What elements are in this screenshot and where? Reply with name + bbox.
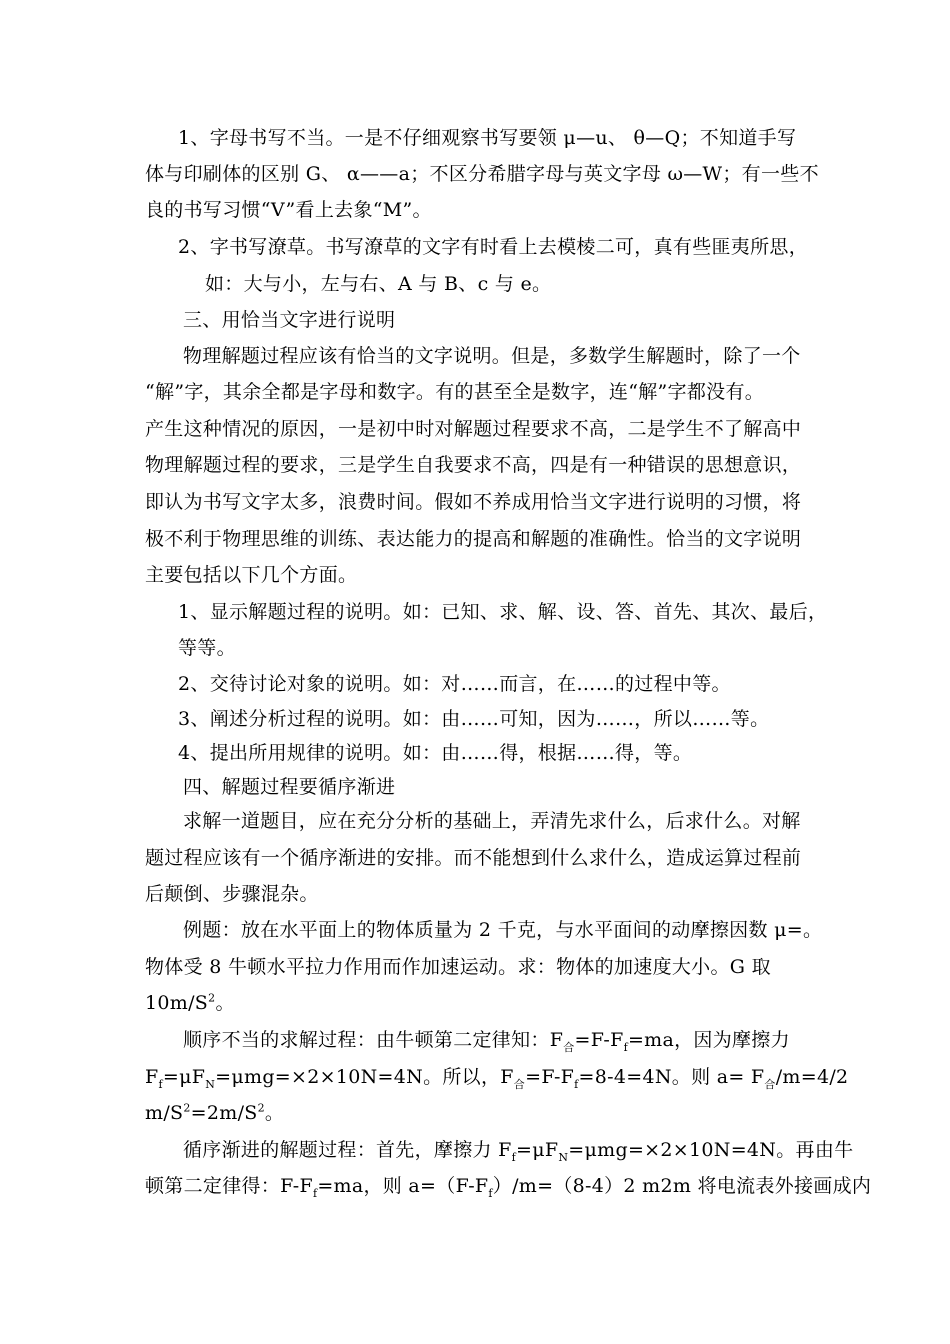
text-line-3: 良的书写习惯“V”看上去象“M”。 [145, 199, 432, 221]
section-heading-3: 三、用恰当文字进行说明 [183, 309, 396, 331]
text-run: F [145, 1066, 159, 1088]
text-line-5: 如：大与小，左与右、A 与 B、c 与 e。 [205, 273, 552, 295]
text-run: =μmg=×2×10N=4N。所以，F [215, 1066, 514, 1088]
wrong-process-line-3 [145, 1101, 284, 1125]
text-line-9: 产生这种情况的原因，一是初中时对解题过程要求不高，二是学生不了解高中 [145, 418, 802, 440]
wrong-process-line-1 [183, 1028, 790, 1052]
text-line-10: 物理解题过程的要求，三是学生自我要求不高，四是有一种错误的思想意识， [145, 454, 802, 476]
subscript: 合 [563, 1040, 575, 1054]
subscript: f [511, 1150, 516, 1164]
text-line-13: 主要包括以下几个方面。 [145, 564, 358, 586]
text-run: =8-4=4N。则 a= F [578, 1066, 765, 1088]
subscript: f [312, 1186, 318, 1200]
superscript: 2 [208, 991, 216, 1005]
subscript: N [558, 1150, 569, 1164]
correct-process-line-2 [145, 1174, 871, 1198]
text-line-2: 体与印刷体的区别 G、 α——a；不区分希腊字母与英文字母 ω—W；有一些不 [145, 163, 819, 185]
text-line-11: 即认为书写文字太多，浪费时间。假如不养成用恰当文字进行说明的习惯，将 [145, 491, 802, 513]
text-run: /m=4/2 [775, 1066, 849, 1088]
wrong-process-line-2 [145, 1065, 848, 1089]
text-line-7: 物理解题过程应该有恰当的文字说明。但是，多数学生解题时，除了一个 [183, 345, 801, 367]
text-run: 。 [264, 1102, 285, 1124]
text-run: =μF [162, 1066, 206, 1088]
subscript: f [623, 1040, 628, 1054]
text-line-14: 1、显示解题过程的说明。如：已知、求、解、设、答、首先、其次、最后， [178, 601, 828, 623]
text-run: m/S [145, 1102, 184, 1124]
text-line-20: 求解一道题目，应在充分分析的基础上，弄清先求什么，后求什么。对解 [183, 810, 801, 832]
text-run: =μF [516, 1139, 559, 1161]
text-line-17: 3、阐述分析过程的说明。如：由……可知，因为……，所以……等。 [178, 708, 770, 730]
text-line-4: 2、字书写潦草。书写潦草的文字有时看上去模棱二可，真有些匪夷所思， [178, 236, 808, 258]
text-run: 顿第二定律得：F-F [145, 1175, 313, 1197]
subscript: N [205, 1077, 216, 1091]
text-line-8: “解”字，其余全都是字母和数字。有的甚至全是数字，连“解”字都没有。 [145, 381, 765, 403]
text-run: =2m/S [190, 1102, 258, 1124]
superscript: 2 [257, 1101, 265, 1115]
text-run: =ma，则 a=（F-F [317, 1175, 489, 1197]
text-run: =F-F [574, 1029, 624, 1051]
superscript: 2 [183, 1101, 191, 1115]
text-run: 循序渐进的解题过程：首先，摩擦力 F [183, 1139, 512, 1161]
subscript: f [488, 1186, 493, 1200]
subscript: 合 [513, 1077, 526, 1091]
text-line-18: 4、提出所用规律的说明。如：由……得，根据……得，等。 [178, 742, 693, 764]
example-line-2: 物体受 8 牛顿水平拉力作用而作加速运动。求：物体的加速度大小。G 取 [145, 956, 771, 978]
text-run: =μmg=×2×10N=4N。再由牛 [568, 1139, 854, 1161]
text-run: 10m/S [145, 992, 209, 1014]
text-run: 顺序不当的求解过程：由牛顿第二定律知：F [183, 1029, 564, 1051]
example-line-3 [145, 991, 235, 1015]
text-line-15: 等等。 [178, 637, 236, 659]
text-line-12: 极不利于物理思维的训练、表达能力的提高和解题的准确性。恰当的文字说明 [145, 528, 802, 550]
text-run: ）/m=（8-4）2 m2m 将电流表外接画成内 [492, 1175, 872, 1197]
text-line-21: 题过程应该有一个循序渐进的安排。而不能想到什么求什么，造成运算过程前 [145, 847, 802, 869]
text-line-1: 1、字母书写不当。一是不仔细观察书写要领 μ—u、 θ—Q；不知道手写 [178, 127, 797, 149]
example-line-1: 例题：放在水平面上的物体质量为 2 千克，与水平面间的动摩擦因数 μ=。 [183, 919, 823, 941]
section-heading-4: 四、解题过程要循序渐进 [183, 776, 396, 798]
text-run: =ma，因为摩擦力 [627, 1029, 790, 1051]
text-run: 。 [215, 992, 235, 1014]
subscript: f [158, 1077, 163, 1091]
text-run: =F-F [525, 1066, 575, 1088]
subscript: f [574, 1077, 579, 1091]
correct-process-line-1 [183, 1138, 853, 1162]
text-line-22: 后颠倒、步骤混杂。 [145, 883, 319, 905]
text-line-16: 2、交待讨论对象的说明。如：对……而言，在……的过程中等。 [178, 673, 731, 695]
subscript: 合 [764, 1077, 776, 1091]
